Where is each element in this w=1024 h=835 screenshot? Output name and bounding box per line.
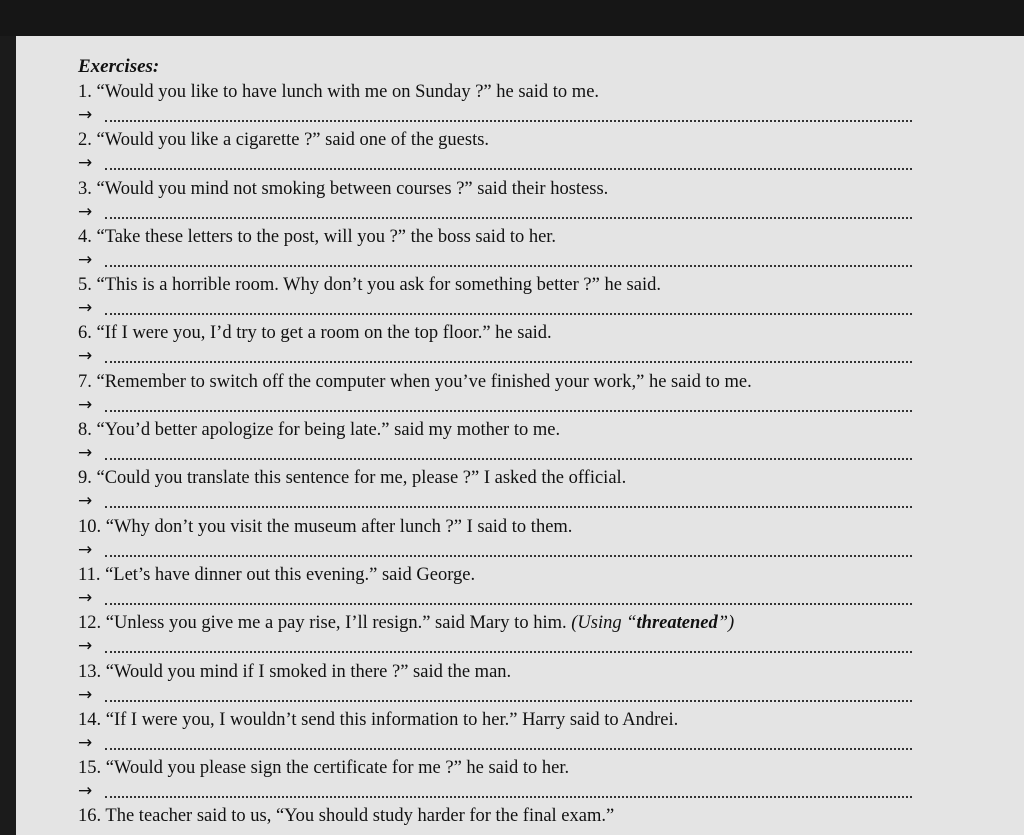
dotted-line [105, 555, 912, 557]
arrow-icon: → [78, 587, 93, 608]
answer-line[interactable] [78, 781, 912, 803]
exercise-item [78, 79, 912, 127]
dotted-line [105, 217, 912, 219]
answer-line[interactable] [78, 346, 912, 368]
question-text: 5. “This is a horrible room. Why don’t you ask for something better ?” he said. [78, 275, 661, 296]
exercise-item [78, 659, 912, 707]
exercise-content [78, 56, 912, 835]
exercise-item [78, 610, 912, 658]
note-suffix: ”) [717, 613, 735, 634]
question-text: 15. “Would you please sign the certificate for me ?” he said to her. [78, 758, 570, 779]
question-text: 3. “Would you mind not smoking between courses ?” said their hostess. [78, 178, 609, 199]
answer-line[interactable] [78, 588, 912, 610]
arrow-icon: → [78, 684, 93, 705]
arrow-icon: → [78, 249, 93, 270]
answer-line[interactable] [78, 443, 912, 465]
question-text: 1. “Would you like to have lunch with me on Sunday ?” he said to me. [78, 82, 600, 102]
question-text: 10. “Why don’t you visit the museum after lunch ?” I said to them. [78, 516, 573, 537]
instruction-note [571, 613, 734, 633]
exercise-item [78, 465, 912, 513]
exercise-item [78, 417, 912, 465]
dotted-line [105, 603, 912, 605]
dotted-line [105, 506, 912, 508]
arrow-icon: → [78, 105, 93, 125]
exercise-item [78, 176, 912, 224]
answer-line[interactable] [78, 491, 912, 513]
question-text: 2. “Would you like a cigarette ?” said one of the guests. [78, 130, 490, 151]
question-text: 14. “If I were you, I wouldn’t send this information to her.” Harry said to Andrei. [78, 709, 679, 730]
dotted-line [105, 651, 912, 653]
document-page [16, 36, 1024, 835]
question-text: 9. “Could you translate this sentence for me, please ?” I asked the official. [78, 468, 627, 489]
arrow-icon: → [78, 491, 93, 512]
dotted-line [105, 120, 912, 122]
arrow-icon: → [78, 636, 93, 657]
dotted-line [105, 796, 912, 798]
arrow-icon: → [78, 394, 93, 415]
exercise-item [78, 320, 912, 368]
exercise-item [78, 803, 912, 835]
question-text: 4. “Take these letters to the post, will you ?” the boss said to her. [78, 226, 557, 247]
exercise-item [78, 224, 912, 272]
top-bar [0, 0, 1024, 36]
question-text: 7. “Remember to switch off the computer when you’ve finished your work,” he said to me. [78, 371, 752, 392]
question-text: 16. The teacher said to us, “You should study harder for the final exam.” [78, 806, 615, 827]
answer-line[interactable] [78, 733, 912, 755]
dotted-line [105, 265, 912, 267]
dotted-line [105, 168, 912, 170]
arrow-icon: → [78, 539, 93, 560]
exercise-item [78, 562, 912, 610]
exercise-item [78, 369, 912, 417]
answer-line[interactable] [78, 153, 912, 175]
dotted-line [105, 361, 912, 363]
answer-line[interactable] [78, 636, 912, 658]
exercises-heading: Exercises: [78, 56, 160, 77]
question-text: 11. “Let’s have dinner out this evening.” said George. [78, 564, 476, 585]
arrow-icon: → [78, 732, 93, 753]
answer-line[interactable] [78, 105, 912, 127]
answer-line[interactable] [78, 395, 912, 417]
note-prefix: (Using “ [571, 613, 637, 634]
answer-line[interactable] [78, 540, 912, 562]
exercise-item [78, 272, 912, 320]
answer-line[interactable] [78, 685, 912, 707]
exercise-item [78, 755, 912, 803]
question-text: 8. “You’d better apologize for being late.” said my mother to me. [78, 420, 561, 441]
arrow-icon: → [78, 298, 93, 319]
dotted-line [105, 700, 912, 702]
question-text [78, 610, 912, 636]
arrow-icon: → [78, 781, 93, 802]
exercise-item [78, 707, 912, 755]
arrow-icon: → [78, 346, 93, 367]
answer-line[interactable] [78, 250, 912, 272]
dotted-line [105, 410, 912, 412]
question-12-text: 12. “Unless you give me a pay rise, I’ll resign.” said Mary to him. [78, 613, 572, 634]
arrow-icon: → [78, 153, 93, 174]
arrow-icon: → [78, 443, 93, 464]
answer-line[interactable] [78, 298, 912, 320]
dotted-line [105, 748, 912, 750]
dotted-line [105, 313, 912, 315]
answer-line[interactable] [78, 202, 912, 224]
note-keyword: threatened [636, 613, 718, 634]
exercise-item [78, 514, 912, 562]
left-edge [0, 36, 16, 835]
question-text: 13. “Would you mind if I smoked in there ?” said the man. [78, 661, 512, 682]
question-text: 6. “If I were you, I’d try to get a room on the top floor.” he said. [78, 323, 552, 344]
exercise-item [78, 127, 912, 175]
arrow-icon: → [78, 201, 93, 222]
dotted-line [105, 458, 912, 460]
